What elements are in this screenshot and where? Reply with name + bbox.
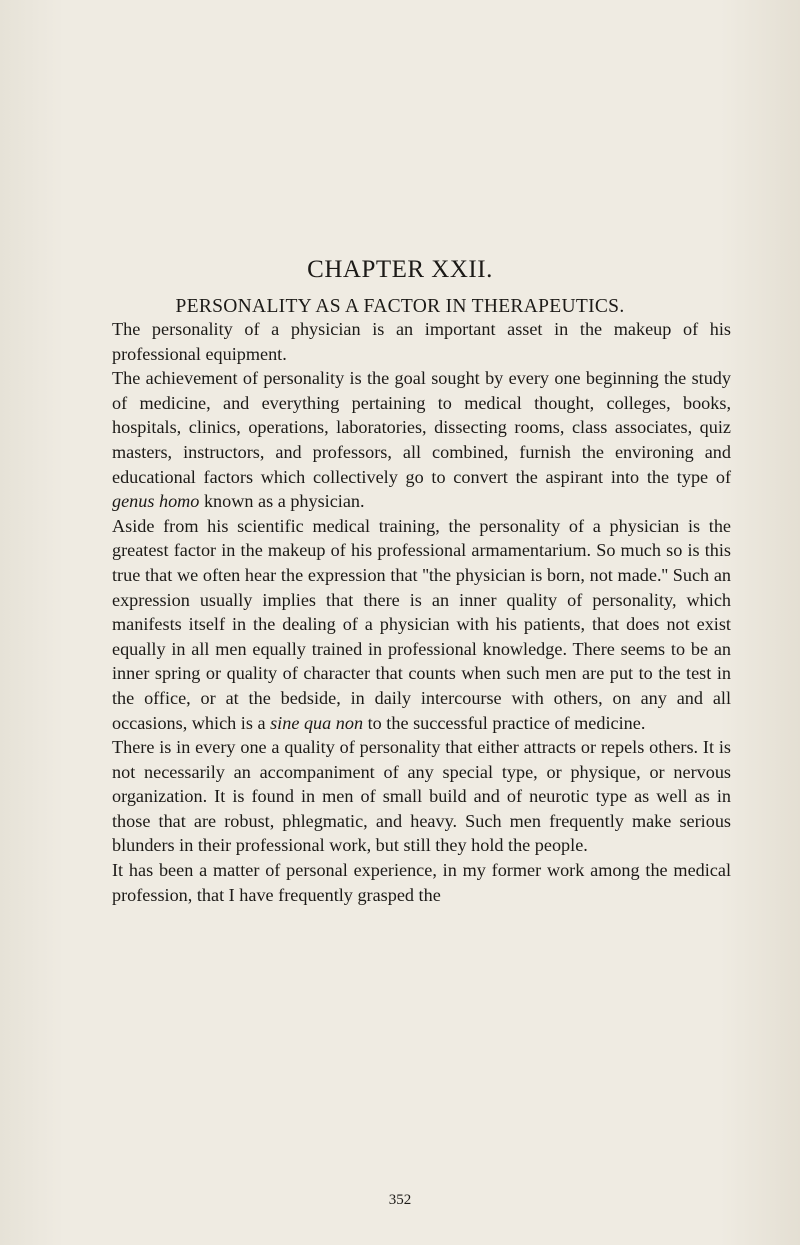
paragraph-text: The achievement of personality is the goal sought by every one beginning the study of medicine, and everything pertaining to medical thought, colleges, books, hospitals, clinics, operations, laboratories, dissecting rooms, class associates, quiz masters, instructors, and professors, all combined, furnish the environing and educational factors which collectively go to convert the aspirant into the type of	[112, 368, 731, 487]
italic-phrase: genus homo	[112, 491, 200, 512]
paragraph-text: known as a physician.	[199, 491, 365, 512]
chapter-heading: CHAPTER XXII.	[307, 256, 493, 283]
paragraph-5	[112, 858, 731, 907]
paragraph-text: Aside from his scientific medical training, the personality of a physician is the greatest factor in the makeup of his professional armamentarium. So much so is this true that we often hear the expression that ''the physician is born, not made.'' Such an expression usually implies that there is an inner quality of personality, which manifests itself in the dealing of a physician with his patients, that does not exist equally in all men equally trained in professional knowledge. There seems to be an inner spring or quality of character that counts when such men are put to the test in the office, or at the bedside, in daily intercourse with others, on any and all occasions, which is a	[112, 515, 731, 733]
paragraph-4	[112, 735, 731, 858]
paragraph-text: The personality of a physician is an important asset in the makeup of his professional equipment.	[112, 319, 731, 364]
paragraph-text: to the successful practice of medicine.	[363, 712, 646, 733]
page-number: 352	[388, 1192, 412, 1208]
paragraph-2	[112, 366, 731, 514]
chapter-title: PERSONALITY AS A FACTOR IN THERAPEUTICS.	[175, 296, 625, 317]
paragraph-1	[112, 317, 731, 366]
paragraph-text: It has been a matter of personal experience, in my former work among the medical profession, that I have frequently grasped the	[112, 860, 731, 905]
body-text	[112, 317, 731, 907]
paragraph-text: There is in every one a quality of personality that either attracts or repels others. It is not necessarily an accompaniment of any special type, or physique, or nervous organization. It is found in men of small build and of neurotic type as well as in those that are robust, phlegmatic, and heavy. Such men frequently make serious blunders in their professional work, but still they hold the people.	[112, 737, 731, 856]
paragraph-3	[112, 514, 731, 735]
italic-phrase: sine qua non	[270, 712, 364, 733]
